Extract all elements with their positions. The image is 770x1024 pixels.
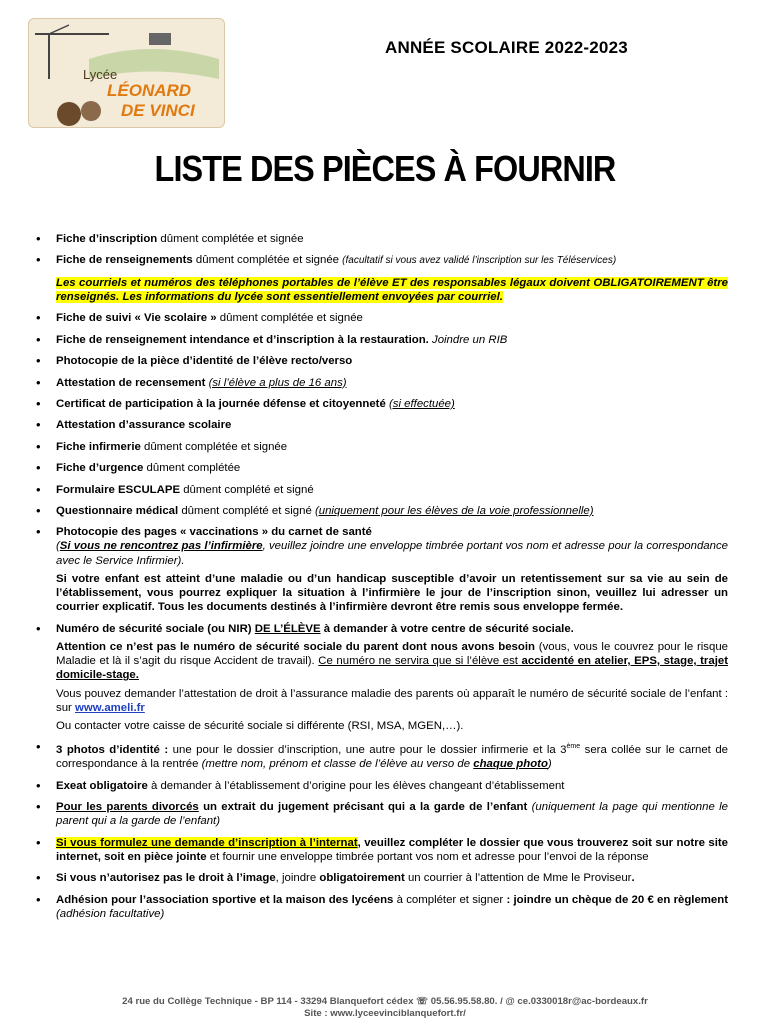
list-item: • Photocopie de la pièce d’identité de l’élève recto/verso bbox=[36, 354, 728, 368]
list-item: • Exeat obligatoire à demander à l’établissement d’origine pour les élèves changeant d’établissement bbox=[36, 779, 728, 793]
contact-note: Ou contacter votre caisse de sécurité sociale si différente (RSI, MSA, MGEN,…). bbox=[56, 719, 464, 732]
health-note: Si votre enfant est atteint d’une maladie ou d’un handicap susceptible d’avoir un retentissement sur sa vie au sein de l’établissement, vous pourrez expliquer la situation à l’infirmière le jour de l’inscription sinon, veuillez lui adresser un courrier explicatif. Tous les documents destinés à l’infirmière devront être remis sous enveloppe fermée. bbox=[56, 572, 728, 614]
list-item: • Photocopie des pages « vaccinations » du carnet de santé (Si vous ne rencontrez pas l’infirmière, veuillez joindre une enveloppe timbrée portant vos nom et adresse pour la correspondance avec le Service Infirmier). bbox=[36, 525, 728, 568]
list-item: • Si vous formulez une demande d’inscription à l’internat, veuillez compléter le dossier que vous trouverez soit sur notre site internet, soit en pièce jointe et fournir une enveloppe timbrée portant vos nom et adresse pour l’envoi de la réponse bbox=[36, 836, 728, 864]
list-item: • Formulaire ESCULAPE dûment complété et signé bbox=[36, 483, 728, 497]
logo-lycee-text: Lycée bbox=[83, 67, 118, 82]
school-year: ANNÉE SCOLAIRE 2022-2023 bbox=[385, 38, 628, 57]
list-item: • Certificat de participation à la journée défense et citoyenneté (si effectuée) bbox=[36, 397, 728, 411]
ameli-note: Vous pouvez demander l’attestation de droit à l’assurance maladie des parents où apparaît le numéro de sécurité sociale de l’enfant : sur www.ameli.fr bbox=[56, 687, 728, 714]
page-title: LISTE DES PIÈCES À FOURNIR bbox=[154, 148, 616, 189]
list-item: • Fiche de renseignements dûment complétée et signée (facultatif si vous avez validé l’inscription sur les Téléservices) bbox=[36, 253, 728, 268]
list-item: • Fiche d’urgence dûment complétée bbox=[36, 461, 728, 475]
list-item: • Adhésion pour l’association sportive et la maison des lycéens à compléter et signer : joindre un chèque de 20 € en règlement (adhésion facultative) bbox=[36, 893, 728, 921]
list-item: • Numéro de sécurité sociale (ou NIR) DE L’ÉLÈVE à demander à votre centre de sécurité sociale. bbox=[36, 622, 728, 636]
list-item: • Fiche d’inscription dûment complétée et signée bbox=[36, 232, 728, 246]
list-item: • Attestation de recensement (si l’élève a plus de 16 ans) bbox=[36, 376, 728, 390]
list-item: • Si vous n’autorisez pas le droit à l’image, joindre obligatoirement un courrier à l’attention de Mme le Proviseur. bbox=[36, 871, 728, 885]
ameli-link[interactable]: www.ameli.fr bbox=[75, 701, 145, 714]
logo-vinci-text: DE VINCI bbox=[121, 101, 195, 120]
documents-list bbox=[36, 232, 728, 928]
email-warning: Les courriels et numéros des téléphones portables de l’élève ET des responsables légaux doivent OBLIGATOIREMENT être renseignés. Les informations du lycée sont essentiellement envoyées par courriel. bbox=[56, 276, 728, 303]
list-item: • Questionnaire médical dûment complété et signé (uniquement pour les élèves de la voie professionnelle) bbox=[36, 504, 728, 518]
list-item: • 3 photos d’identité : une pour le dossier d’inscription, une autre pour le dossier infirmerie et la 3ème sera collée sur le carnet de correspondance à la rentrée (mettre nom, prénom et classe de l’élève au verso de chaque photo) bbox=[36, 740, 728, 771]
logo-leonard-text: LÉONARD bbox=[107, 81, 192, 100]
list-item: • Fiche de suivi « Vie scolaire » dûment complétée et signée bbox=[36, 311, 728, 325]
school-logo bbox=[28, 18, 225, 128]
social-security-note: Attention ce n’est pas le numéro de sécurité sociale du parent dont nous avons besoin (vous, vous le couvrez pour le risque Maladie et là il s’agit du risque Accident de travail). Ce numéro ne servira que si l’élève est accidenté en atelier, EPS, stage, trajet domicile-stage. bbox=[56, 640, 729, 682]
list-item: • Fiche de renseignement intendance et d’inscription à la restauration. Joindre un RIB bbox=[36, 333, 728, 347]
list-item: • Attestation d’assurance scolaire bbox=[36, 418, 728, 432]
list-item: • Fiche infirmerie dûment complétée et signée bbox=[36, 440, 728, 454]
footer-address: 24 rue du Collège Technique - BP 114 - 33294 Blanquefort cédex ☏ 05.56.95.58.80. / @ ce.0330018r@ac-bordeaux.fr bbox=[122, 996, 648, 1007]
footer bbox=[0, 996, 770, 1020]
footer-site: Site : www.lyceevinciblanquefort.fr/ bbox=[304, 1008, 466, 1019]
list-item: • Pour les parents divorcés un extrait du jugement précisant qui a la garde de l’enfant (uniquement la page qui mentionne le parent qui a la garde de l’enfant) bbox=[36, 800, 728, 828]
